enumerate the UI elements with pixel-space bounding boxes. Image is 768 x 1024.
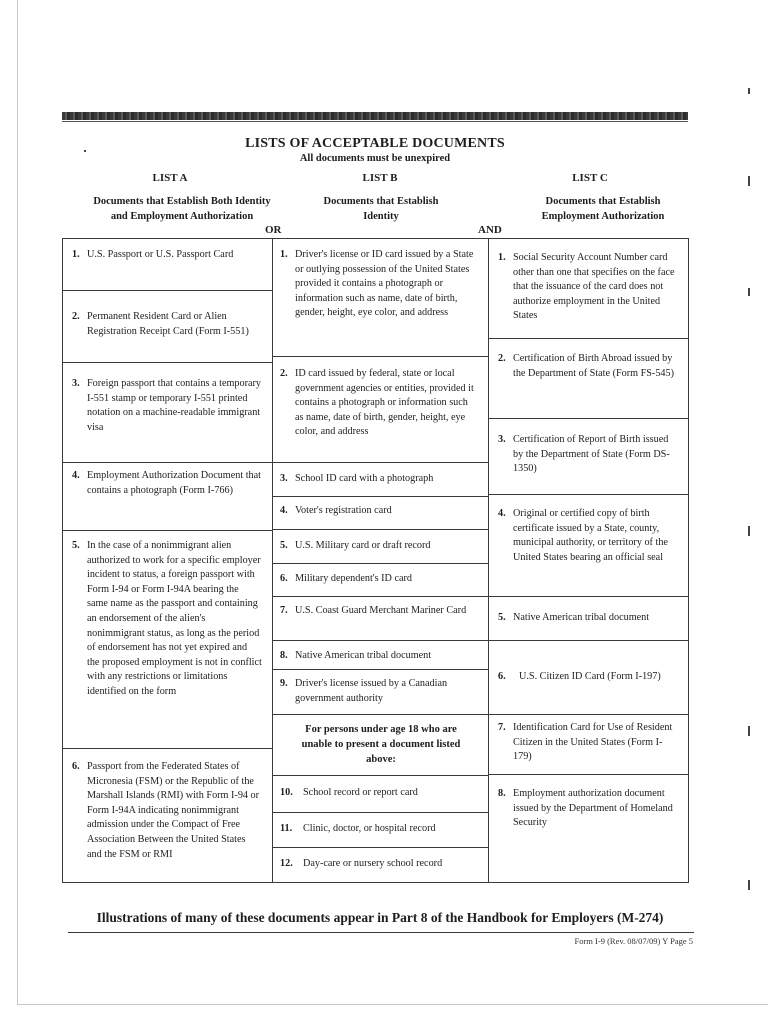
item-number: 2. [72,311,80,322]
list-a-row-divider [62,362,273,363]
list-a-item-2 [72,310,268,339]
handbook-reference-note: Illustrations of many of these documents appear in Part 8 of the Handbook for Employers (M-274) [96,910,664,925]
item-number: 4. [280,505,288,516]
item-text: Passport from the Federated States of Micronesia (FSM) or the Republic of the Marshall Islands (RMI) with Form I-94 or Form I-94A indicating nonimmigrant admission under the Compact of Free Association Between the United States and the FSM or RMI [87,761,260,860]
list-b-row-divider [272,812,489,813]
item-text: Driver's license issued by a Canadian government authority [295,678,448,704]
list-c-row-divider [488,640,689,641]
list-b-item-1 [280,248,484,321]
scan-artifact [748,880,750,890]
item-number: 6. [498,671,506,682]
item-text: In the case of a nonimmigrant alien authorized to work for a specific employer incident to status, a foreign passport with Form I-94 or Form I-94A bearing the same name as the passport and containing an endorsement of the alien's nonimmigrant status, as long as the period of endorsement has not yet expired and the proposed employment is not in conflict with any restrictions or limitations identified on the form [87,540,262,697]
list-c-description: Documents that Establish Employment Authorization [541,196,665,222]
item-number: 9. [280,678,288,689]
list-c-row-divider [488,596,689,597]
item-text: Social Security Account Number card other than one that specifies on the face that the issuance of the card does not authorize employment in the United States [513,252,675,322]
table-border-top [62,238,689,239]
list-c-row-divider [488,494,689,495]
list-c-row-divider [488,338,689,339]
list-b-item-5 [280,539,484,554]
form-identifier: Form I-9 (Rev. 08/07/09) Y Page 5 [574,936,693,946]
list-a-item-6 [72,760,268,862]
item-number: 1. [498,252,506,263]
item-number: 3. [72,378,80,389]
list-a-item-4 [72,469,270,498]
list-b-row-divider [272,640,489,641]
list-c-item-8 [498,787,684,831]
list-b-item-3 [280,472,484,487]
item-number: 7. [498,722,506,733]
item-text: Employment Authorization Document that contains a photograph (Form I-766) [87,470,262,496]
list-c-item-5 [498,611,684,626]
header-bar [62,112,688,120]
list-b-row-divider [272,847,489,848]
item-number: 4. [498,508,506,519]
item-number: 12. [280,858,293,869]
item-number: 4. [72,470,80,481]
list-c-item-4 [498,507,684,565]
list-c-item-6 [498,670,684,685]
list-a-item-1 [72,248,268,263]
list-b-row-divider [272,669,489,670]
item-text: Employment authorization document issued by the Department of Homeland Security [513,788,673,829]
page-bottom-edge [17,1004,768,1005]
list-b-item-12 [280,857,484,872]
item-text: Original or certified copy of birth certificate issued by a State, county, municipal authority, or territory of the United States bearing an official seal [513,508,668,563]
list-b-row-divider [272,714,489,715]
header-rule [62,121,688,122]
item-number: 1. [280,249,288,260]
list-b-row-divider [272,563,489,564]
item-text: Military dependent's ID card [295,573,412,584]
list-a-item-5 [72,539,268,700]
item-number: 5. [72,540,80,551]
list-c-heading: LIST C [572,172,608,184]
list-b-row-divider [272,596,489,597]
scan-artifact [748,88,750,94]
item-number: 6. [280,573,288,584]
list-a-row-divider [62,530,273,531]
item-text: Foreign passport that contains a temporary I-551 stamp or temporary I-551 printed notation on a machine-readable immigrant visa [87,378,261,433]
list-c-row-divider [488,774,689,775]
list-b-item-2 [280,367,484,440]
item-text: Driver's license or ID card issued by a State or outlying possession of the United States provided it contains a photograph or information such as name, date of birth, gender, height, eye color, and address [295,249,474,319]
list-b-row-divider [272,496,489,497]
and-label: AND [478,224,502,236]
footer-rule [68,932,694,933]
item-text: Certification of Birth Abroad issued by the Department of State (Form FS-545) [513,353,674,379]
item-text: U.S. Coast Guard Merchant Mariner Card [295,605,467,616]
item-number: 5. [280,540,288,551]
table-divider-a-b [272,238,273,883]
scan-artifact [748,726,750,736]
list-b-row-divider [272,529,489,530]
item-number: 6. [72,761,80,772]
list-c-item-1 [498,251,684,324]
list-c-item-3 [498,433,684,477]
item-text: Day-care or nursery school record [303,858,443,869]
table-border-bottom [62,882,689,883]
list-c-row-divider [488,418,689,419]
item-text: School record or report card [303,787,418,798]
item-number: 8. [498,788,506,799]
list-a-heading: LIST A [152,172,188,184]
list-b-row-divider [272,775,489,776]
scan-artifact [748,288,750,296]
list-a-row-divider [62,290,273,291]
list-b-heading: LIST B [362,172,398,184]
item-number: 11. [280,823,293,834]
item-text: Permanent Resident Card or Alien Registration Receipt Card (Form I-551) [87,311,249,337]
table-border-left [62,238,63,883]
item-text: Clinic, doctor, or hospital record [303,823,436,834]
item-number: 3. [498,434,506,445]
item-number: 5. [498,612,506,623]
list-b-item-9 [280,677,484,706]
list-c-item-7 [498,721,684,765]
list-b-item-8 [280,649,484,664]
item-text: Certification of Report of Birth issued by the Department of State (Form DS-1350) [513,434,670,475]
item-text: Native American tribal document [513,612,650,623]
item-text: U.S. Military card or draft record [295,540,431,551]
list-b-item-11 [280,822,484,837]
item-text: U.S. Passport or U.S. Passport Card [87,249,234,260]
item-number: 2. [498,353,506,364]
list-a-row-divider [62,748,273,749]
item-number: 1. [72,249,80,260]
list-b-description: Documents that Establish Identity [323,196,439,222]
scan-artifact [748,526,750,536]
list-b-row-divider [272,356,489,357]
list-b-item-4 [280,504,484,519]
item-text: ID card issued by federal, state or local government agencies or entities, provided it contains a photograph or information such as name, date of birth, gender, height, eye color, and address [295,368,474,438]
list-a-item-3 [72,377,268,435]
item-number: 8. [280,650,288,661]
list-b-item-6 [280,572,484,587]
scan-artifact [748,176,750,186]
item-number: 7. [280,605,288,616]
under-18-note: For persons under age 18 who are unable to present a document listed above: [301,724,461,765]
item-number: 3. [280,473,288,484]
item-text: Voter's registration card [295,505,392,516]
item-text: School ID card with a photograph [295,473,434,484]
page-title: LISTS OF ACCEPTABLE DOCUMENTS [245,136,505,151]
table-border-right [688,238,689,883]
table-divider-b-c [488,238,489,883]
list-a-description: Documents that Establish Both Identity and Employment Authorization [93,196,271,222]
or-label: OR [265,224,282,236]
item-number: 10. [280,787,293,798]
list-c-item-2 [498,352,684,381]
list-b-item-10 [280,786,484,801]
list-a-row-divider [62,462,273,463]
item-text: U.S. Citizen ID Card (Form I-197) [519,671,661,682]
list-b-row-divider [272,462,489,463]
item-text: Native American tribal document [295,650,432,661]
list-c-row-divider [488,714,689,715]
item-text: Identification Card for Use of Resident Citizen in the United States (Form I-179) [513,722,673,763]
scan-artifact [84,150,86,152]
page-subtitle: All documents must be unexpired [299,153,451,164]
item-number: 2. [280,368,288,379]
list-b-item-7 [280,604,484,619]
